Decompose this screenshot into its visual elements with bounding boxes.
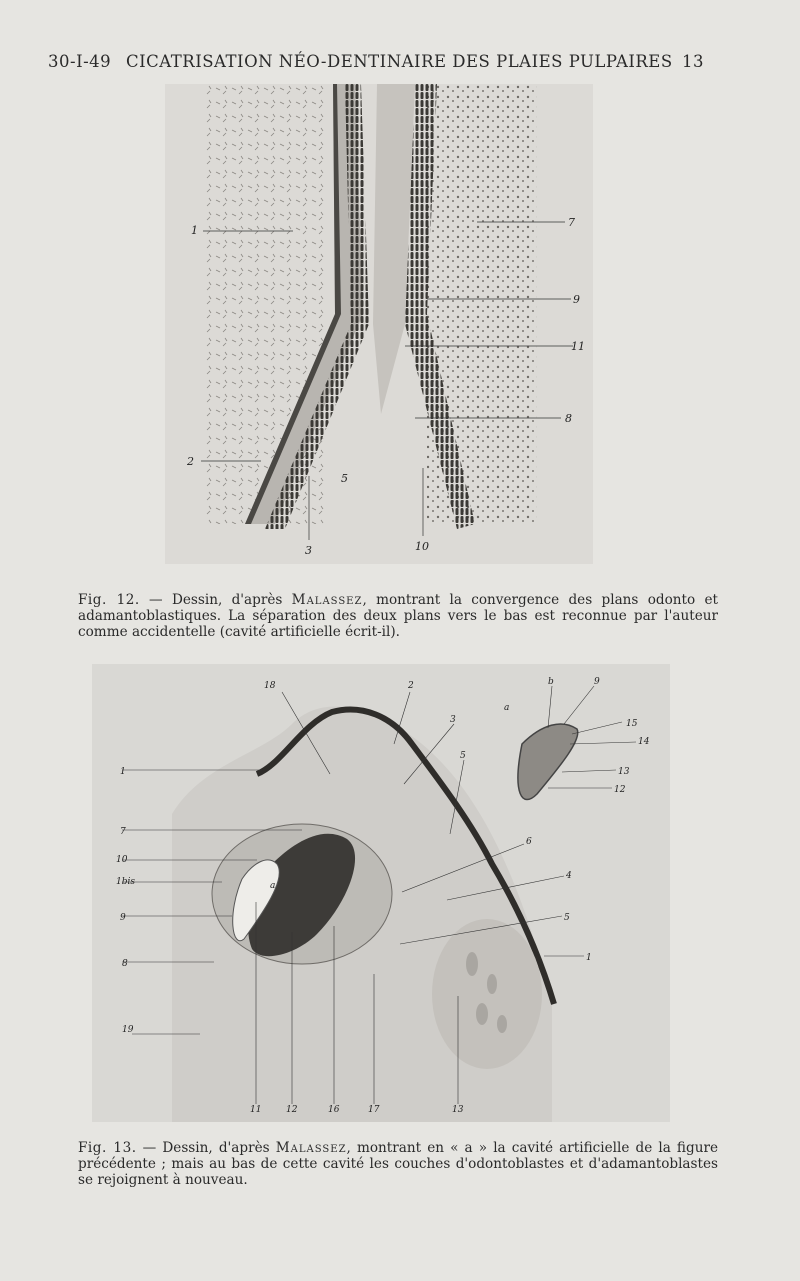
caption-text: Dessin, d'après bbox=[162, 1140, 270, 1156]
fig12-label: 9 bbox=[573, 293, 580, 306]
fig13-label: 9 bbox=[120, 913, 126, 923]
figure-12-caption bbox=[78, 592, 718, 640]
caption-author: Malassez bbox=[291, 592, 363, 608]
fig13-label: 6 bbox=[526, 837, 532, 847]
fig13-label: 15 bbox=[626, 719, 638, 729]
page-reference: 30-I-49 bbox=[48, 52, 112, 71]
figure-13-illustration bbox=[92, 664, 670, 1122]
fig13-label: 11 bbox=[250, 1105, 262, 1115]
fig12-label: 1 bbox=[191, 224, 198, 237]
running-header bbox=[48, 48, 704, 76]
caption-text: Dessin, d'après bbox=[171, 592, 283, 608]
fig13-label: b bbox=[548, 677, 554, 687]
fig13-label: 1bis bbox=[116, 877, 135, 887]
fig12-label: 2 bbox=[187, 455, 194, 468]
figure-12-drawing bbox=[165, 84, 593, 564]
caption-text: , montrant la convergence des plans odonto et adamantoblastiques. La séparation des deux plans vers le bas est reconnue par l'auteur comme accidentelle (cavité artificielle écrit-il). bbox=[78, 592, 718, 640]
fig13-label: 1 bbox=[586, 953, 592, 963]
fig13-label: 7 bbox=[120, 827, 126, 837]
figure-13-caption bbox=[78, 1140, 718, 1188]
fig13-label: 13 bbox=[618, 767, 630, 777]
fig12-label: 3 bbox=[305, 544, 312, 557]
fig13-label: 4 bbox=[566, 871, 572, 881]
caption-figure-number: Fig. 12. bbox=[78, 592, 140, 608]
page-number: 13 bbox=[682, 52, 704, 71]
fig13-label: 12 bbox=[286, 1105, 298, 1115]
fig12-label: 7 bbox=[568, 216, 575, 229]
fig13-label: 2 bbox=[408, 681, 414, 691]
fig13-label: 18 bbox=[264, 681, 276, 691]
caption-figure-number: Fig. 13. bbox=[78, 1140, 137, 1156]
fig13-label: 9 bbox=[594, 677, 600, 687]
fig13-label: 10 bbox=[116, 855, 128, 865]
caption-author: Malassez bbox=[275, 1140, 347, 1156]
fig13-label: a bbox=[270, 881, 276, 891]
fig12-label: 11 bbox=[571, 340, 585, 353]
fig13-label: 5 bbox=[564, 913, 570, 923]
fig12-label: 10 bbox=[415, 540, 429, 553]
fig12-label: 5 bbox=[341, 472, 348, 485]
fig13-label: 3 bbox=[450, 715, 456, 725]
figure-13-drawing bbox=[92, 664, 670, 1122]
caption-text: , montrant en « a » la cavité artificielle de la figure précédente ; mais au bas de cette cavité les couches d'odontoblastes et d'adamantoblastes se rejoignent à nouveau. bbox=[78, 1140, 719, 1188]
fig13-label: 16 bbox=[328, 1105, 340, 1115]
fig13-label: 5 bbox=[460, 751, 466, 761]
caption-dash: — bbox=[142, 1140, 157, 1156]
running-title: CICATRISATION NÉO-DENTINAIRE DES PLAIES PULPAIRES bbox=[126, 52, 673, 71]
fig13-label: 14 bbox=[638, 737, 650, 747]
fig13-label: 12 bbox=[614, 785, 626, 795]
fig13-label: 8 bbox=[122, 959, 128, 969]
caption-dash: — bbox=[149, 592, 163, 608]
fig13-label: 17 bbox=[368, 1105, 380, 1115]
fig12-label: 8 bbox=[565, 412, 572, 425]
fig13-label: 19 bbox=[122, 1025, 134, 1035]
fig13-label: 13 bbox=[452, 1105, 464, 1115]
fig13-label: 1 bbox=[120, 767, 126, 777]
figure-12-illustration bbox=[165, 84, 593, 564]
fig13-label: a bbox=[504, 703, 510, 713]
